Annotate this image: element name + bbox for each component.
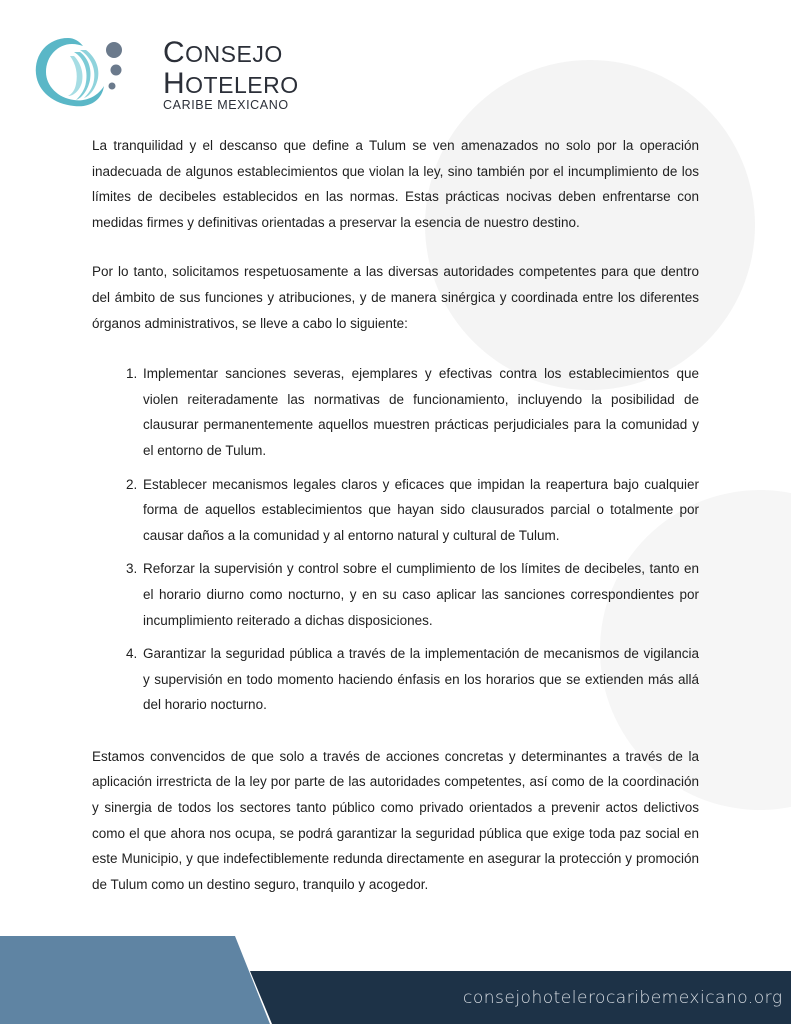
logo: [30, 34, 299, 116]
list-text: Implementar sanciones severas, ejemplares y efectivas contra los establecimientos que violen reiteradamente las normativas de funcionamiento, incluyendo la posibilidad de clausurar permanentemente aquellos muestren prácticas perjudiciales para la comunidad y el entorno de Tulum.: [143, 366, 699, 458]
list-item: [126, 641, 699, 718]
list-text: Reforzar la supervisión y control sobre el cumplimiento de los límites de decibeles, tanto en el horario diurno como nocturno, y en su caso aplicar las sanciones correspondientes por incumplimiento reiterado a dichas disposiciones.: [143, 561, 699, 628]
paragraph-closing: Estamos convencidos de que solo a través de acciones concretas y determinantes a través de la aplicación irrestricta de la ley por parte de las autoridades competentes, así como de la coordinación y sinergia de todos los sectores tanto público como privado orientados a prevenir actos delictivos como el que ahora nos ocupa, se podrá garantizar la seguridad pública que exige toda paz social en este Municipio, y que indefectiblemente redunda directamente en asegurar la protección y promoción de Tulum como un destino seguro, tranquilo y acogedor.: [92, 748, 699, 892]
list-item: [126, 556, 699, 633]
list-text: Garantizar la seguridad pública a través de la implementación de mecanismos de vigilancia y supervisión en todo momento haciendo énfasis en los horarios que se extienden más allá del horario nocturno.: [143, 646, 699, 713]
list-number: 2.: [126, 476, 138, 492]
list-number: 3.: [126, 561, 138, 577]
logo-line-hotelero: HOTELERO: [163, 67, 299, 100]
request-list: [92, 361, 699, 718]
list-text: Establecer mecanismos legales claros y eficaces que impidan la reapertura bajo cualquier forma de aquellos establecimientos que hayan sido clausurados parcial o totalmente por causar daños a la comunidad y al entorno natural y cultural de Tulum.: [143, 476, 699, 543]
logo-line-caribe: CARIBE MEXICANO: [163, 98, 289, 112]
paragraph-request: Por lo tanto, solicitamos respetuosamente a las diversas autoridades competentes para que dentro del ámbito de sus funciones y atribuciones, y de manera sinérgica y coordinada entre los diferentes órganos administrativos, se lleve a cabo lo siguiente:: [92, 264, 699, 331]
list-item: [126, 472, 699, 549]
wave-logo-icon: [30, 34, 130, 114]
list-item: [126, 361, 699, 463]
logo-wordmark: [163, 38, 299, 112]
list-number: 4.: [126, 646, 138, 662]
letter-body: [92, 133, 699, 897]
footer-light-band: [0, 936, 270, 1024]
logo-line-consejo: CONSEJO: [163, 36, 283, 69]
list-number: 1.: [126, 366, 138, 382]
footer-website-link[interactable]: consejohotelerocaribemexicano.org: [463, 988, 783, 1008]
paragraph-intro: La tranquilidad y el descanso que define a Tulum se ven amenazados no solo por la operación inadecuada de algunos establecimientos que violan la ley, sino también por el incumplimiento de los límites de decibeles establecidos en las normas. Estas prácticas nocivas deben enfrentarse con medidas firmes y definitivas orientadas a preservar la esencia de nuestro destino.: [92, 138, 699, 230]
